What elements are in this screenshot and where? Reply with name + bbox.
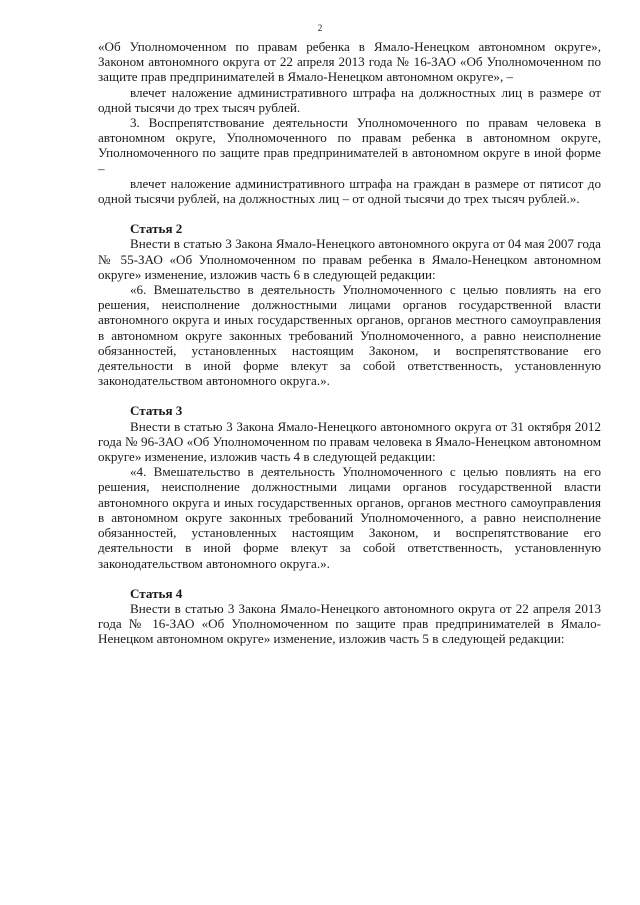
paragraph-clause-3: 3. Воспрепятствование деятельности Уполномоченного по правам человека в автономном округе, Уполномоченного по правам ребенка в автономном округе, Уполномоченного по защите прав предпринимателей в автономном округе в иной форме –: [98, 115, 601, 176]
paragraph-penalty-officials: влечет наложение административного штрафа на должностных лиц в размере от одной тысячи до трех тысяч рублей.: [98, 84, 601, 115]
article-2-heading: Статья 2: [130, 221, 183, 237]
paragraph-continuation: «Об Уполномоченном по правам ребенка в Ямало-Ненецком автономном округе», Законом автономного округа от 22 апреля 2013 года № 16-ЗАО «Об Уполномоченном по защите прав предпринимателей в Ямало-Ненецком автономном округе», –: [98, 39, 601, 85]
article-3-heading: Статья 3: [130, 403, 183, 419]
article-3-intro: Внести в статью 3 Закона Ямало-Ненецкого автономного округа от 31 октября 2012 года № 96-ЗАО «Об Уполномоченном по правам человека в Ямало-Ненецком автономном округе» изменение, изложив часть 4 в следующей редакции:: [98, 418, 601, 465]
document-body: [98, 39, 601, 647]
article-4-intro: Внести в статью 3 Закона Ямало-Ненецкого автономного округа от 22 апреля 2013 года № 16-ЗАО «Об Уполномоченном по защите прав предпринимателей в Ямало-Ненецком автономном округе» изменение, изложив часть 5 в следующей редакции:: [98, 600, 601, 647]
article-4-heading: Статья 4: [130, 585, 183, 601]
article-2-intro: Внести в статью 3 Закона Ямало-Ненецкого автономного округа от 04 мая 2007 года № 55-ЗАО «Об Уполномоченном по правам ребенка в Ямало-Ненецком автономном округе» изменение, изложив часть 6 в следующей редакции:: [98, 236, 601, 282]
paragraph-penalty-citizens: влечет наложение административного штрафа на граждан в размере от пятисот до одной тысячи рублей, на должностных лиц – от одной тысячи до трех тысяч рублей.».: [98, 175, 601, 207]
article-3-text: «4. Вмешательство в деятельность Уполномоченного с целью повлиять на его решения, неисполнение должностными лицами органов государственной власти автономного округа и иных государственных органов, органов местного самоуправления в автономном округе законных требований Уполномоченного, а равно неисполнение обязанностей, установленных настоящим Законом, и воспрепятствование его деятельности в иной форме влекут за собой ответственность, установленную законодательством автономного округа.».: [98, 464, 601, 571]
article-2-text: «6. Вмешательство в деятельность Уполномоченного с целью повлиять на его решения, неисполнение должностными лицами органов государственной власти автономного округа и иных государственных органов, органов местного самоуправления в автономном округе законных требований Уполномоченного, а равно неисполнение обязанностей, установленных настоящим Законом, и воспрепятствование его деятельности в иной форме влекут за собой ответственность, установленную законодательством автономного округа.».: [98, 282, 601, 389]
page-number: 2: [317, 23, 323, 33]
